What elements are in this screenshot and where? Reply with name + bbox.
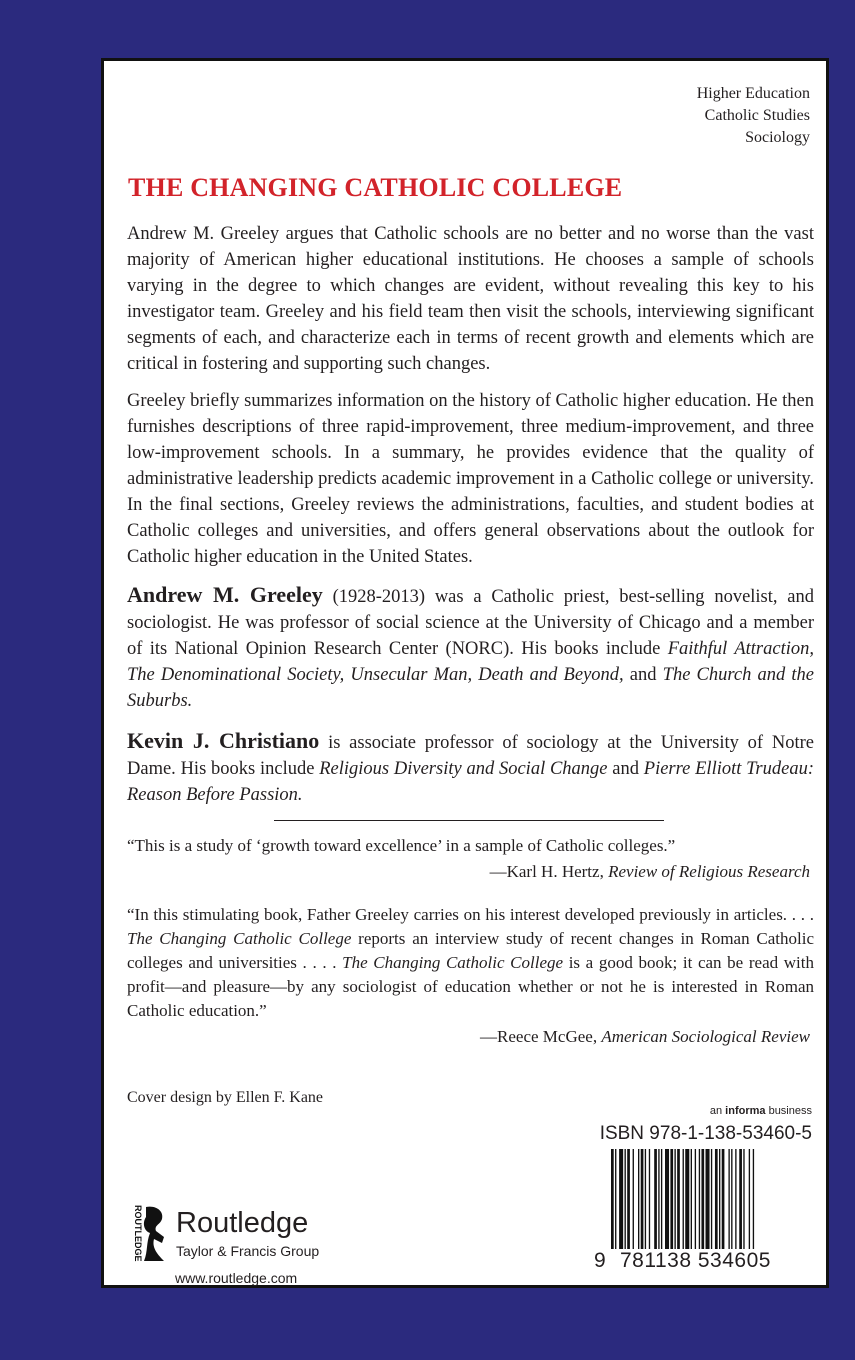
author-bio xyxy=(127,582,814,714)
barcode-bar xyxy=(743,1149,744,1254)
review-quote xyxy=(127,903,814,1023)
publisher-group: Taylor & Francis Group xyxy=(176,1243,320,1259)
barcode-bar xyxy=(706,1149,710,1254)
barcode-bar xyxy=(695,1149,696,1254)
editor-name: Kevin J. Christiano xyxy=(127,728,320,753)
reviewer-name: —Karl H. Hertz, xyxy=(489,862,609,881)
barcode-bar xyxy=(731,1149,732,1254)
barcode-bar xyxy=(627,1149,630,1254)
subject-categories xyxy=(697,83,810,149)
barcode-bar xyxy=(719,1149,720,1254)
quote-text: is a good book; it can be read with profit—and pleasure—by any sociologist of education whether or not he is interested in Roman Catholic education.” xyxy=(127,953,814,1020)
description-paragraph: Greeley briefly summarizes information on the history of Catholic higher education. He then furnishes descriptions of three rapid-improvement, three medium-improvement, and three low-improvement schools. In a summary, he provides evidence that the quality of administrative leadership predicts academic improvement in a Catholic college or university. In the final sections, Greeley reviews the administrations, faculties, and student bodies at Catholic colleges and universities, and offers general observations about the outlook for Catholic higher education in the United States. xyxy=(127,391,814,567)
barcode-first-digit: 9 xyxy=(594,1249,606,1272)
barcode-number: 781138 534605 xyxy=(620,1249,771,1272)
category-label: Catholic Studies xyxy=(704,107,810,124)
barcode-bar xyxy=(728,1149,729,1254)
barcode-bar xyxy=(701,1149,704,1254)
editor-bio xyxy=(127,728,814,808)
bio-text: and xyxy=(607,759,644,779)
barcode-bar xyxy=(735,1149,736,1254)
barcode-digits xyxy=(594,1249,816,1273)
barcode-bar xyxy=(641,1149,644,1254)
back-cover-panel xyxy=(101,58,829,1288)
barcode-bar xyxy=(677,1149,680,1254)
barcode-bar xyxy=(611,1149,614,1254)
barcode-bar xyxy=(685,1149,689,1254)
barcode-bar xyxy=(722,1149,725,1254)
publisher-url: www.routledge.com xyxy=(175,1270,298,1286)
book-title: THE CHANGING CATHOLIC COLLEGE xyxy=(128,173,623,202)
isbn-label: ISBN 978-1-138-53460-5 xyxy=(599,1123,812,1144)
quote-text: “In this stimulating book, Father Greeley carries on his interest developed previously in articles. . . . xyxy=(127,905,814,924)
cover-credit: Cover design by Ellen F. Kane xyxy=(127,1089,324,1106)
category-label: Higher Education xyxy=(696,85,810,102)
bio-text: and xyxy=(623,665,663,685)
book-title-italic: Religious Diversity and Social Change xyxy=(319,759,608,779)
isbn-barcode xyxy=(610,1149,812,1254)
reviewer-name: —Reece McGee, xyxy=(480,1027,602,1046)
bio-text: is associate professor of sociology at the University of Notre Dame. His books include xyxy=(127,733,814,779)
barcode-bar xyxy=(670,1149,673,1254)
description-paragraph: Andrew M. Greeley argues that Catholic schools are no better and no worse than the vast majority of American higher educational institutions. He chooses a sample of schools varying in the degree to which changes are evident, without revealing this key to his investigator team. Greeley and his field team then visit the schools, interviewing significant segments of each, and characterize each in terms of recent growth and elements which are critical in fostering and supporting such changes. xyxy=(127,224,814,374)
review-quote: “This is a study of ‘growth toward excellence’ in a sample of Catholic colleges.” xyxy=(127,836,676,855)
divider-rule xyxy=(274,820,664,821)
quote-title: The Changing Catholic College xyxy=(342,953,564,972)
publisher-name: Routledge xyxy=(176,1207,309,1239)
barcode-bar xyxy=(638,1149,639,1254)
routledge-knight-icon xyxy=(126,1203,168,1263)
barcode-bar xyxy=(691,1149,692,1254)
barcode-bar xyxy=(715,1149,718,1254)
barcode-bar xyxy=(633,1149,634,1254)
informa-text: an xyxy=(709,1105,726,1117)
barcode-bar xyxy=(665,1149,669,1254)
barcode-bar xyxy=(658,1149,659,1254)
book-title-italic: The Church and the Suburbs. xyxy=(127,665,814,711)
quote-title: The Changing Catholic College xyxy=(127,929,352,948)
barcode-bar xyxy=(625,1149,626,1254)
informa-tagline xyxy=(710,1105,812,1117)
book-list: Faithful Attraction, The Denominational Society, Unsecular Man, Death and Beyond, xyxy=(127,639,814,685)
barcode-bar xyxy=(649,1149,650,1254)
review-source: Review of Religious Research xyxy=(608,862,810,881)
bio-text: (1928-2013) was a Catholic priest, best-selling novelist, and sociologist. He was professor of social science at the University of Chicago and a member of its National Opinion Research Center (NORC). His books include xyxy=(127,587,814,659)
barcode-bar xyxy=(645,1149,646,1254)
barcode-bar xyxy=(699,1149,700,1254)
category-label: Sociology xyxy=(745,129,810,146)
routledge-vertical-mark: ROUTLEDGE xyxy=(133,1205,143,1262)
barcode-bar xyxy=(753,1149,754,1254)
review-source: American Sociological Review xyxy=(601,1027,810,1046)
author-name: Andrew M. Greeley xyxy=(127,582,323,607)
barcode-bar xyxy=(749,1149,750,1254)
barcode-bar xyxy=(654,1149,657,1254)
barcode-bar xyxy=(683,1149,684,1254)
informa-text: business xyxy=(765,1105,812,1117)
barcode-bar xyxy=(739,1149,742,1254)
barcode-bar xyxy=(711,1149,712,1254)
barcode-bar xyxy=(661,1149,662,1254)
book-title-italic: Pierre Elliott Trudeau: Reason Before Passion. xyxy=(127,759,814,805)
quote-text: reports an interview study of recent changes in Roman Catholic colleges and universities . . . . xyxy=(127,929,814,972)
review-attribution xyxy=(490,860,810,884)
barcode-bar xyxy=(674,1149,675,1254)
review-attribution xyxy=(480,1025,810,1049)
informa-brand: informa xyxy=(725,1105,766,1117)
routledge-logo xyxy=(126,1201,346,1271)
barcode-bar xyxy=(619,1149,623,1254)
barcode-bar xyxy=(615,1149,616,1254)
